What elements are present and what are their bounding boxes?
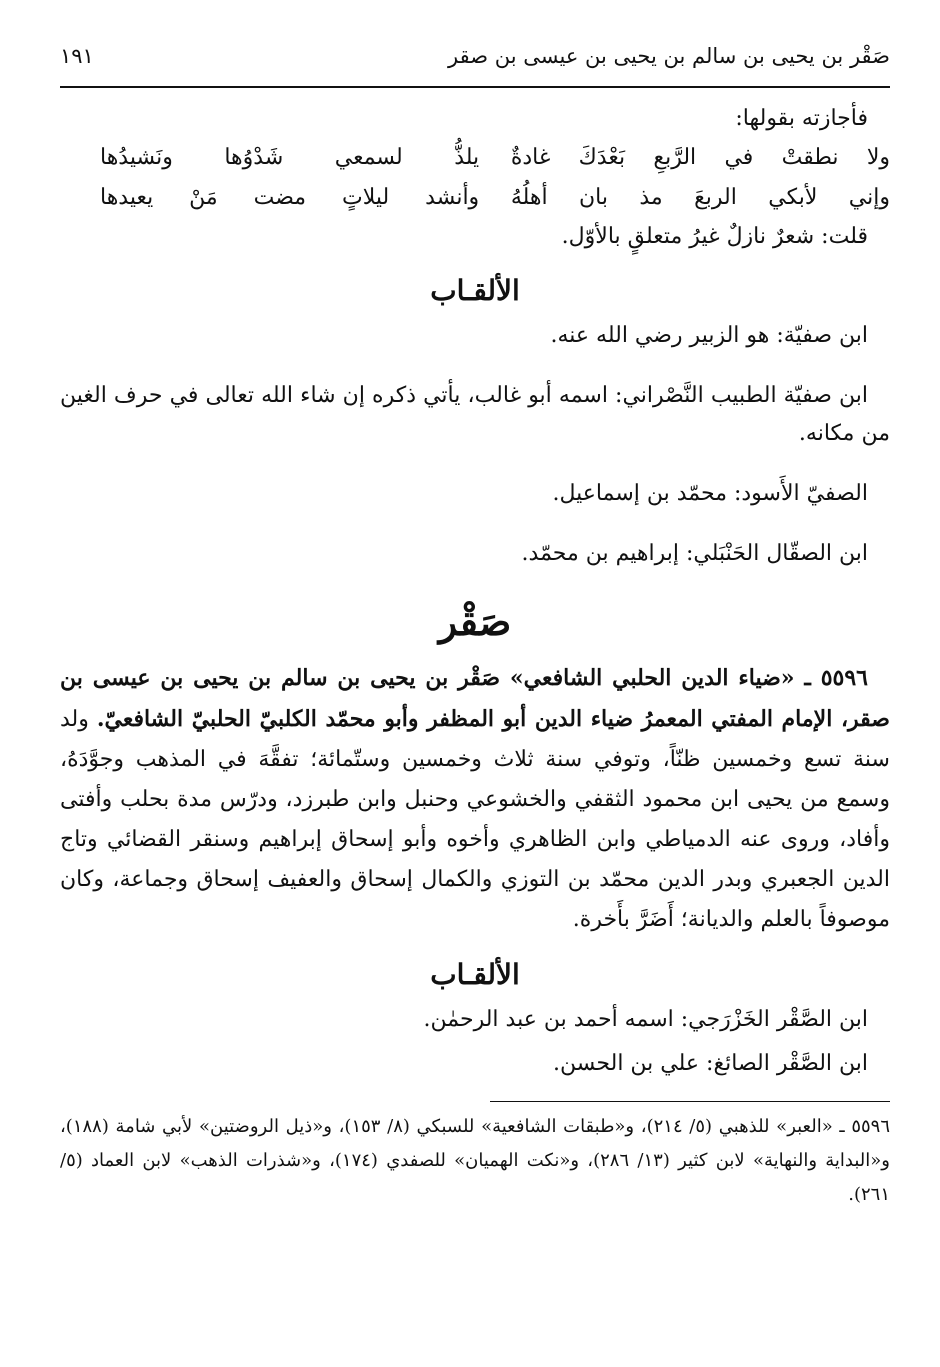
verse-2 xyxy=(60,178,890,218)
alqab2-item-1: ابن الصَّقْر الخَزْرَجي: اسمه أحمد بن عبد الرحمٰن. xyxy=(423,1007,868,1032)
page-content xyxy=(60,100,890,1212)
entry-lead: ٥٥٩٦ ـ «ضياء الدين الحلبي الشافعي» صَقْر بن يحيى بن سالم بن يحيى بن عيسى بن صقر، الإمام المفتي المعمرُ ضياء الدين أبو المظفر وأبو محمّد الكلبيّ الحلبيّ الشافعيّ. xyxy=(60,665,890,732)
verse-1-second-hemistich: يلذُّ لسمعي شَدْوُها ونَشيدُها xyxy=(100,145,480,170)
section-heading-alqab-2: الألقـاب xyxy=(430,958,520,991)
running-head: صَقْر بن يحيى بن سالم بن يحيى بن عيسى بن صقر xyxy=(448,44,890,68)
alqab-item-2: ابن صفيّة الطبيب النَّصْراني: اسمه أبو غالب، يأتي ذكره إن شاء الله تعالى في حرف الغين من مكانه. xyxy=(60,383,890,446)
verse-1-first-hemistich: ولا نطقتْ في الرَّبعِ بَعْدَكَ غادةٌ xyxy=(510,145,890,170)
verse-1 xyxy=(60,138,890,178)
alqab-item-4: ابن الصقّال الحَنْبَلي: إبراهيم بن محمّد. xyxy=(521,541,868,566)
section-heading-alqab-1: الألقـاب xyxy=(430,274,520,307)
footnote-text: ٥٥٩٦ ـ «العبر» للذهبي (٥/ ٢١٤)، و«طبقات الشافعية» للسبكي (٨/ ١٥٣)، و«ذيل الروضتين» لأبي شامة (١٨٨)، و«البداية والنهاية» لابن كثير (١٣/ ٢٨٦)، و«نكت الهميان» للصفدي (١٧٤)، و«شذرات الذهب» لابن العماد (٥/ ٢٦١). xyxy=(60,1116,890,1205)
footnote-rule xyxy=(490,1101,890,1102)
page-header xyxy=(60,30,890,88)
verse-2-first-hemistich: وإني لأبكي الربعَ مذ بان أهلُهُ xyxy=(510,185,890,210)
footnote xyxy=(60,1110,890,1212)
entry-title: صَقْر xyxy=(438,599,512,644)
intro-line: فأجازته بقولها: xyxy=(735,106,868,131)
biography-entry xyxy=(60,658,890,940)
alqab-item-3: الصفيّ الأَسود: محمّد بن إسماعيل. xyxy=(552,481,868,506)
entry-body: ولد سنة تسع وخمسين ظنّاً، وتوفي سنة ثلاث وخمسين وستّمائة؛ تفقَّهَ في المذهب وجوَّدَهُ، وسمع من يحيى ابن محمود الثقفي والخشوعي وحنبل وابن طبرزد، ودرّس مدة بحلب وأفتى وأفاد، وروى عنه الدمياطي وابن الظاهري وأخوه وأبو إسحاق إبراهيم وسنقر القضائي وتاج الدين الجعبري وبدر الدين محمّد بن التوزي والكمال إسحاق والعفيف إسحاق وجماعة، وكان موصوفاً بالعلم والديانة؛ أَضَرَّ بأَخرة. xyxy=(60,707,890,932)
alqab-item-1: ابن صفيّة: هو الزبير رضي الله عنه. xyxy=(550,323,868,348)
verse-2-second-hemistich: وأنشد ليلاتٍ مضت مَنْ يعيدها xyxy=(100,185,480,210)
page-number: ١٩١ xyxy=(60,44,94,68)
remark: قلت: شعرٌ نازلٌ غيرُ متعلقٍ بالأوّل. xyxy=(561,224,868,249)
alqab2-item-2: ابن الصَّقْر الصائغ: علي بن الحسن. xyxy=(553,1051,868,1076)
page xyxy=(60,30,890,1212)
